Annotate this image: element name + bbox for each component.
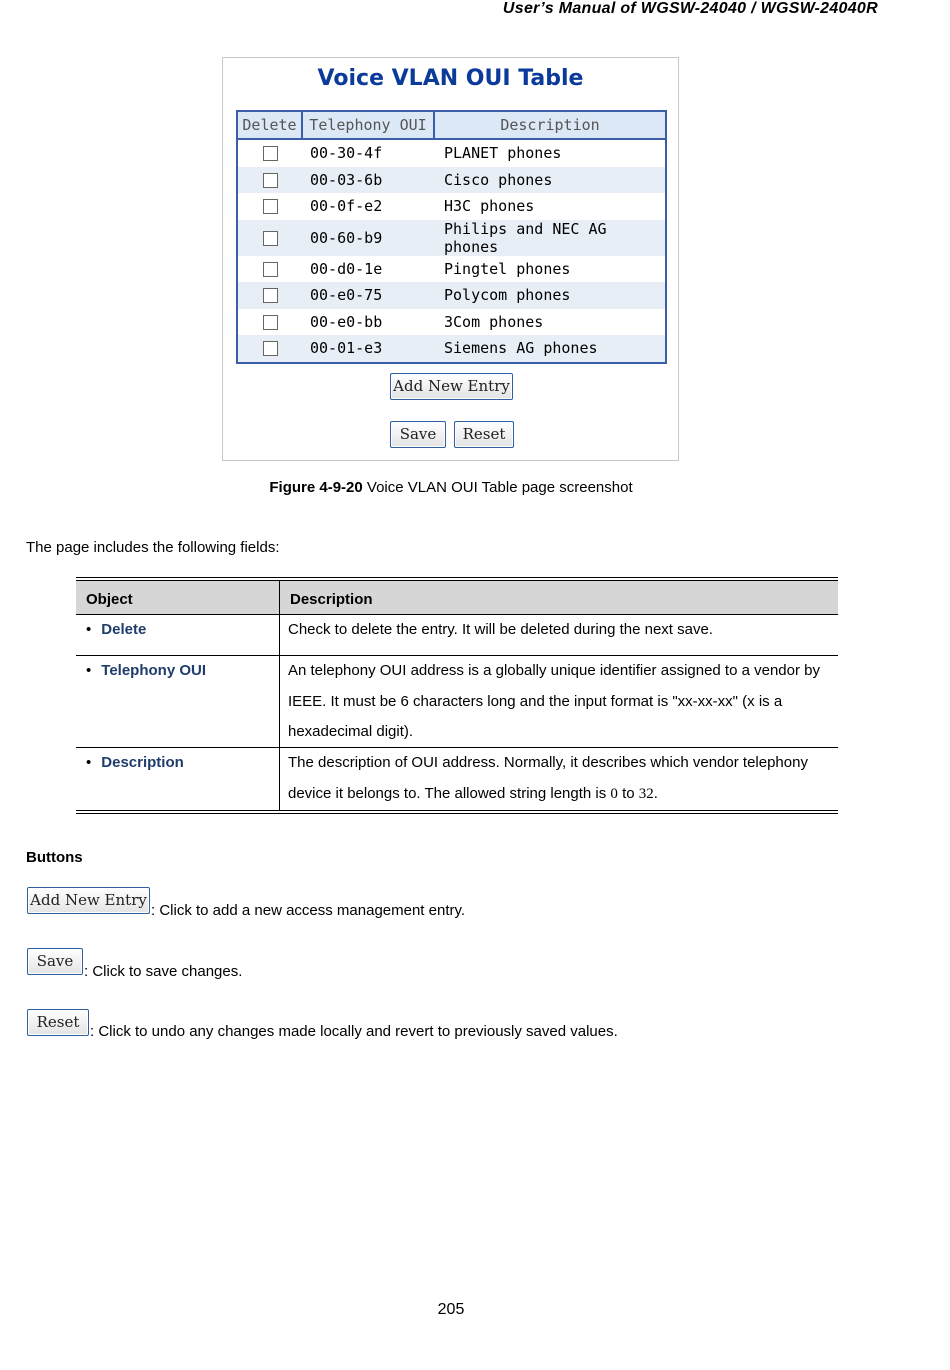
field-row-telephony-oui — [76, 656, 838, 748]
oui-cell: 00-30-4f — [310, 144, 383, 163]
min-length: 0 — [610, 785, 618, 802]
header-description: Description — [290, 591, 373, 608]
oui-cell: 00-60-b9 — [302, 220, 434, 256]
table-row — [237, 335, 666, 363]
save-description: : Click to save changes. — [84, 963, 243, 980]
intro-text: The page includes the following fields: — [26, 539, 280, 556]
reset-button-sample[interactable]: Reset — [27, 1009, 89, 1036]
oui-table-header-row — [237, 111, 666, 139]
oui-table — [236, 110, 667, 364]
bullet-icon: • — [86, 662, 92, 679]
delete-checkbox[interactable] — [263, 146, 278, 161]
buttons-heading: Buttons — [26, 849, 83, 866]
description-cell: Pingtel phones — [444, 259, 571, 278]
oui-cell: 00-d0-1e — [310, 259, 383, 278]
add-new-entry-description: : Click to add a new access management entry. — [151, 902, 466, 919]
save-button-sample[interactable]: Save — [27, 948, 83, 975]
oui-cell: 00-e0-bb — [310, 312, 383, 331]
delete-checkbox[interactable] — [263, 173, 278, 188]
add-new-entry-button[interactable]: Add New Entry — [390, 373, 513, 400]
reset-button[interactable]: Reset — [454, 421, 514, 448]
field-row-description — [76, 748, 838, 810]
figure-caption-text: Voice VLAN OUI Table page screenshot — [362, 479, 633, 496]
table-row — [237, 309, 666, 336]
oui-table-title: Voice VLAN OUI Table — [317, 66, 584, 91]
reset-description: : Click to undo any changes made locally and revert to previously saved values. — [90, 1023, 618, 1040]
bullet-icon: • — [86, 621, 92, 638]
description-cell: H3C phones — [444, 197, 535, 216]
add-new-entry-button-sample[interactable]: Add New Entry — [27, 887, 150, 914]
screenshot-panel — [222, 57, 679, 461]
column-description: Description — [434, 111, 666, 139]
page-number: 205 — [437, 1301, 465, 1318]
field-description: The description of OUI address. Normally, it describes which vendor telephony device it belongs to. The allowed string length is 0 to 32. — [288, 754, 808, 802]
bullet-icon: • — [86, 754, 92, 771]
description-cell: Philips and NEC AG phones — [434, 220, 666, 256]
header-object: Object — [76, 581, 280, 614]
delete-checkbox[interactable] — [263, 341, 278, 356]
description-cell: 3Com phones — [444, 312, 544, 331]
table-row — [237, 220, 666, 256]
oui-cell: 00-0f-e2 — [310, 197, 383, 216]
figure-label: Figure 4-9-20 — [269, 479, 363, 496]
field-object: Description — [101, 754, 184, 771]
delete-checkbox[interactable] — [263, 231, 278, 246]
column-delete: Delete — [237, 111, 302, 139]
field-description: An telephony OUI address is a globally unique identifier assigned to a vendor by IEEE. It must be 6 characters long and the input format is "xx-xx-xx" (x is a hexadecimal digit). — [288, 662, 820, 740]
description-cell: Cisco phones — [434, 167, 666, 194]
table-row — [237, 139, 666, 167]
table-row — [237, 282, 666, 309]
column-telephony-oui: Telephony OUI — [302, 111, 434, 139]
running-header: User’s Manual of WGSW-24040 / WGSW-24040R — [502, 0, 878, 17]
delete-checkbox[interactable] — [263, 199, 278, 214]
field-object: Delete — [101, 621, 147, 638]
max-length: 32 — [638, 785, 654, 802]
fields-table — [76, 577, 838, 814]
table-row — [237, 167, 666, 194]
oui-cell: 00-01-e3 — [302, 335, 434, 363]
description-cell: Siemens AG phones — [434, 335, 666, 363]
delete-checkbox[interactable] — [263, 315, 278, 330]
oui-cell: 00-e0-75 — [302, 282, 434, 309]
delete-checkbox[interactable] — [263, 262, 278, 277]
field-object: Telephony OUI — [101, 662, 206, 679]
delete-checkbox[interactable] — [263, 288, 278, 303]
field-description: Check to delete the entry. It will be deleted during the next save. — [288, 621, 713, 638]
save-button[interactable]: Save — [390, 421, 446, 448]
description-cell: PLANET phones — [444, 144, 562, 163]
field-row-delete — [76, 615, 838, 656]
figure-caption — [0, 479, 902, 496]
description-cell: Polycom phones — [434, 282, 666, 309]
table-row — [237, 193, 666, 220]
oui-cell: 00-03-6b — [302, 167, 434, 194]
table-row — [237, 256, 666, 283]
fields-header-row — [76, 581, 838, 615]
